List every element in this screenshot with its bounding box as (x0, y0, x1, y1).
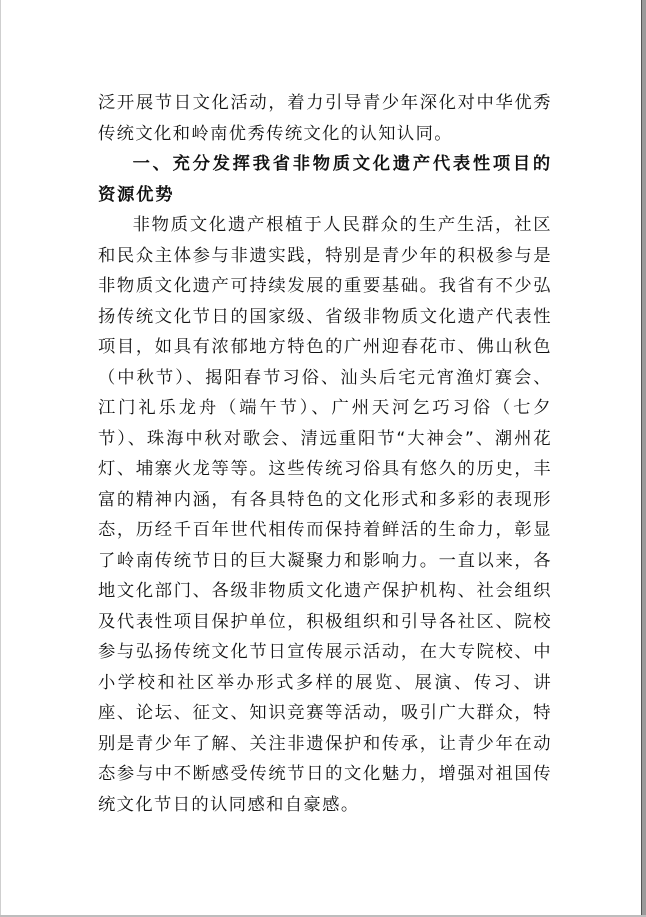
continued-paragraph: 泛开展节日文化活动，着力引导青少年深化对中华优秀传统文化和岭南优秀传统文化的认知认同。 (98, 93, 552, 144)
section-heading: 一、充分发挥我省非物质文化遗产代表性项目的资源优势 (98, 154, 552, 205)
page-left-border (0, 0, 1, 917)
page-right-shadow (642, 0, 646, 917)
document-body (98, 88, 552, 820)
body-paragraph: 非物质文化遗产根植于人民群众的生产生活，社区和民众主体参与非遗实践，特别是青少年的积极参与是非物质文化遗产可持续发展的重要基础。我省有不少弘扬传统文化节日的国家级、省级非物质文化遗产代表性项目，如具有浓郁地方特色的广州迎春花市、佛山秋色（中秋节）、揭阳春节习俗、汕头后宅元宵渔灯赛会、江门礼乐龙舟（端午节）、广州天河乞巧习俗（七夕节）、珠海中秋对歌会、清远重阳节“大神会”、潮州花灯、埔寨火龙等等。这些传统习俗具有悠久的历史，丰富的精神内涵，有各具特色的文化形式和多彩的表现形态，历经千百年世代相传而保持着鲜活的生命力，彰显了岭南传统节日的巨大凝聚力和影响力。一直以来，各地文化部门、各级非物质文化遗产保护机构、社会组织及代表性项目保护单位，积极组织和引导各社区、院校参与弘扬传统文化节日宣传展示活动，在大专院校、中小学校和社区举办形式多样的展览、展演、传习、讲座、论坛、征文、知识竞赛等活动，吸引广大群众，特别是青少年了解、关注非遗保护和传承，让青少年在动态参与中不断感受传统节日的文化魅力，增强对祖国传统文化节日的认同感和自豪感。 (98, 215, 552, 815)
